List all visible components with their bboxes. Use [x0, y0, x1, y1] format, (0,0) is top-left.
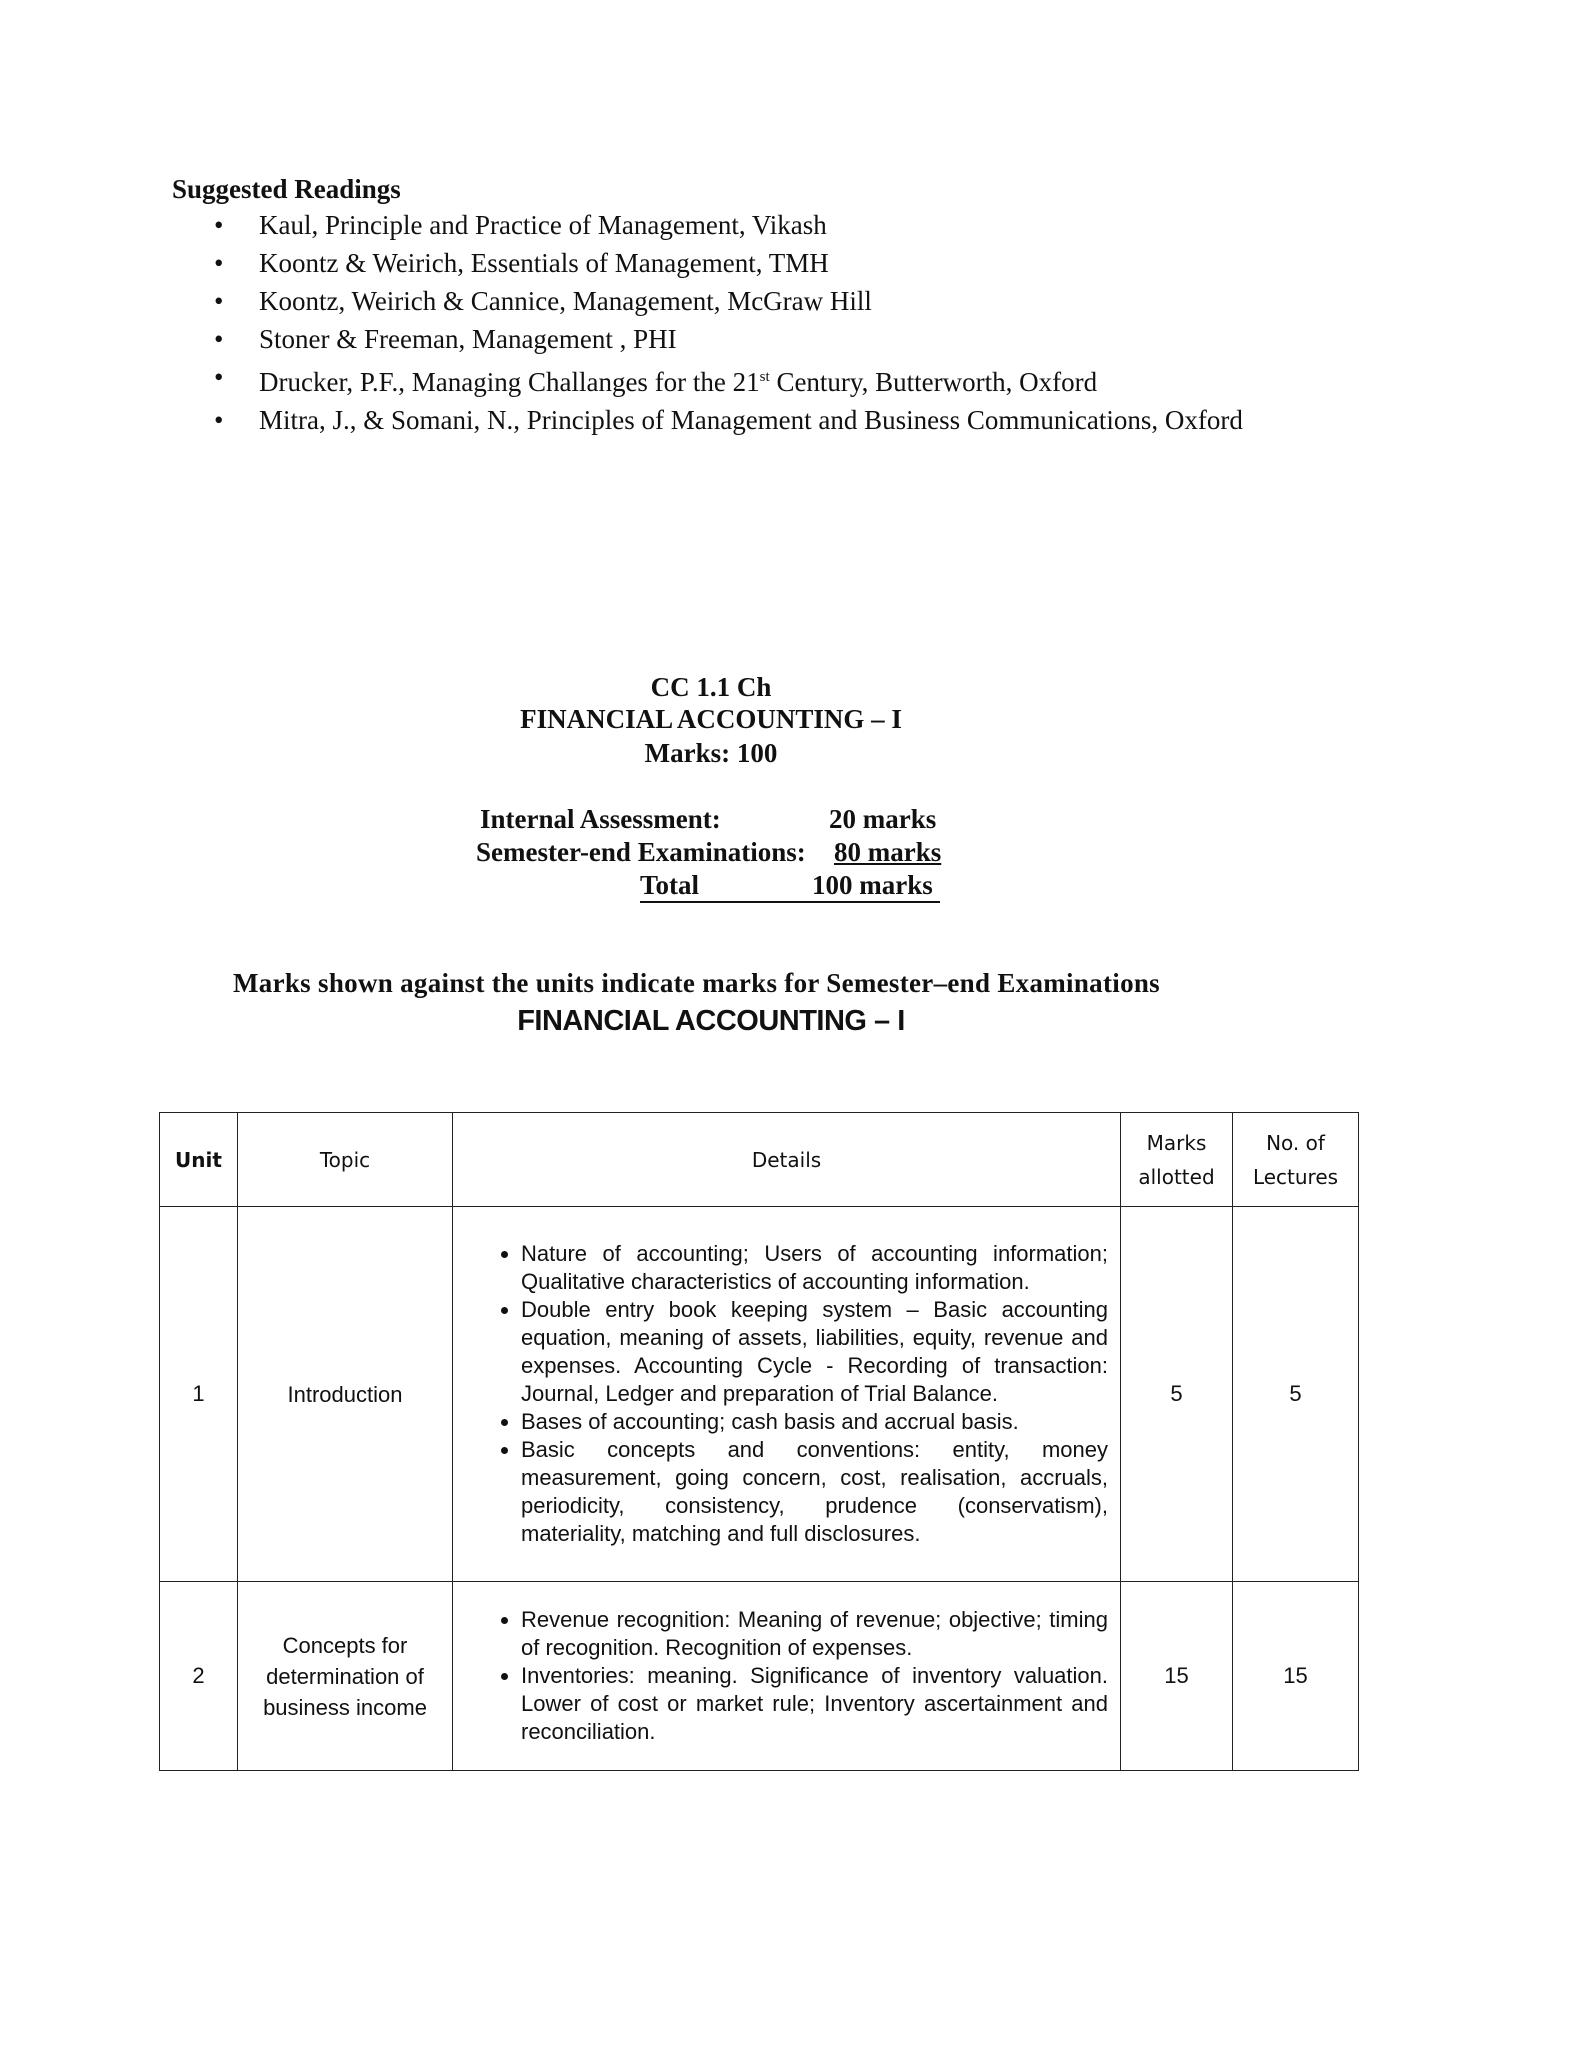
- internal-value: 20 marks: [829, 804, 937, 834]
- total-value: 100 marks: [812, 870, 933, 900]
- topic-cell: Introduction: [238, 1207, 453, 1582]
- header-lectures: [1233, 1113, 1359, 1207]
- unit-cell: 1: [160, 1207, 238, 1582]
- list-item: • Stoner & Freeman, Management , PHI: [214, 320, 1309, 358]
- table-header-row: [160, 1113, 1359, 1207]
- list-item: • Koontz, Weirich & Cannice, Management, McGraw Hill: [214, 282, 1309, 320]
- lectures-cell: 5: [1233, 1207, 1359, 1582]
- detail-item: • Bases of accounting; cash basis and accrual basis.: [521, 1408, 1108, 1436]
- total-row: [640, 870, 940, 903]
- details-cell: [453, 1582, 1121, 1771]
- header-topic: Topic: [238, 1113, 453, 1207]
- header-marks-2: allotted: [1138, 1164, 1215, 1189]
- internal-label: Internal Assessment:: [480, 804, 721, 834]
- list-item: • Kaul, Principle and Practice of Management, Vikash: [214, 206, 1309, 244]
- detail-item: • Basic concepts and conventions: entity, money measurement, going concern, cost, realisation, accruals, periodicity, consistency, prudence (conservatism), materiality, matching and full disclosures.: [521, 1436, 1108, 1548]
- list-item: [214, 358, 1309, 401]
- total-label: Total: [640, 870, 700, 900]
- suggested-readings-heading: Suggested Readings: [172, 174, 401, 204]
- header-details: Details: [453, 1113, 1121, 1207]
- semester-value: 80 marks: [834, 837, 942, 867]
- detail-item: • Revenue recognition: Meaning of revenue; objective; timing of recognition. Recognition of expenses.: [521, 1606, 1108, 1662]
- list-item: • Koontz & Weirich, Essentials of Management, TMH: [214, 244, 1309, 282]
- header-lectures-2: Lectures: [1252, 1164, 1339, 1189]
- header-lectures-1: No. of: [1266, 1130, 1325, 1155]
- drucker-post: Century, Butterworth, Oxford: [769, 367, 1098, 397]
- detail-item: • Nature of accounting; Users of accounting information; Qualitative characteristics of accounting information.: [521, 1240, 1108, 1296]
- details-cell: [453, 1207, 1121, 1582]
- detail-item: • Inventories: meaning. Significance of inventory valuation. Lower of cost or market rule; Inventory ascertainment and reconciliation.: [521, 1662, 1108, 1746]
- header-unit: Unit: [160, 1113, 238, 1207]
- table-row: [160, 1582, 1359, 1771]
- drucker-sup: st: [759, 369, 770, 385]
- header-marks-1: Marks: [1146, 1130, 1207, 1155]
- course-code: CC 1.1 Ch: [650, 672, 772, 702]
- marks-cell: 5: [1121, 1207, 1233, 1582]
- syllabus-table: [159, 1112, 1359, 1771]
- course-name: FINANCIAL ACCOUNTING – I: [520, 704, 902, 734]
- semester-label: Semester-end Examinations:: [476, 837, 806, 867]
- table-title: FINANCIAL ACCOUNTING – I: [517, 1005, 905, 1037]
- marks-cell: 15: [1121, 1582, 1233, 1771]
- topic-cell: Concepts for determination of business income: [238, 1582, 453, 1771]
- header-marks: [1121, 1113, 1233, 1207]
- unit-cell: 2: [160, 1582, 238, 1771]
- table-row: [160, 1207, 1359, 1582]
- lectures-cell: 15: [1233, 1582, 1359, 1771]
- drucker-pre: Drucker, P.F., Managing Challanges for the 21: [259, 367, 760, 397]
- course-marks: Marks: 100: [644, 738, 778, 768]
- readings-list: [214, 206, 1309, 439]
- list-item: • Mitra, J., & Somani, N., Principles of Management and Business Communications, Oxford: [214, 401, 1309, 439]
- detail-item: • Double entry book keeping system – Basic accounting equation, meaning of assets, liabilities, equity, revenue and expenses. Accounting Cycle - Recording of transaction: Journal, Ledger and preparation of Trial Balance.: [521, 1296, 1108, 1408]
- marks-note: Marks shown against the units indicate marks for Semester–end Examinations: [233, 968, 1160, 998]
